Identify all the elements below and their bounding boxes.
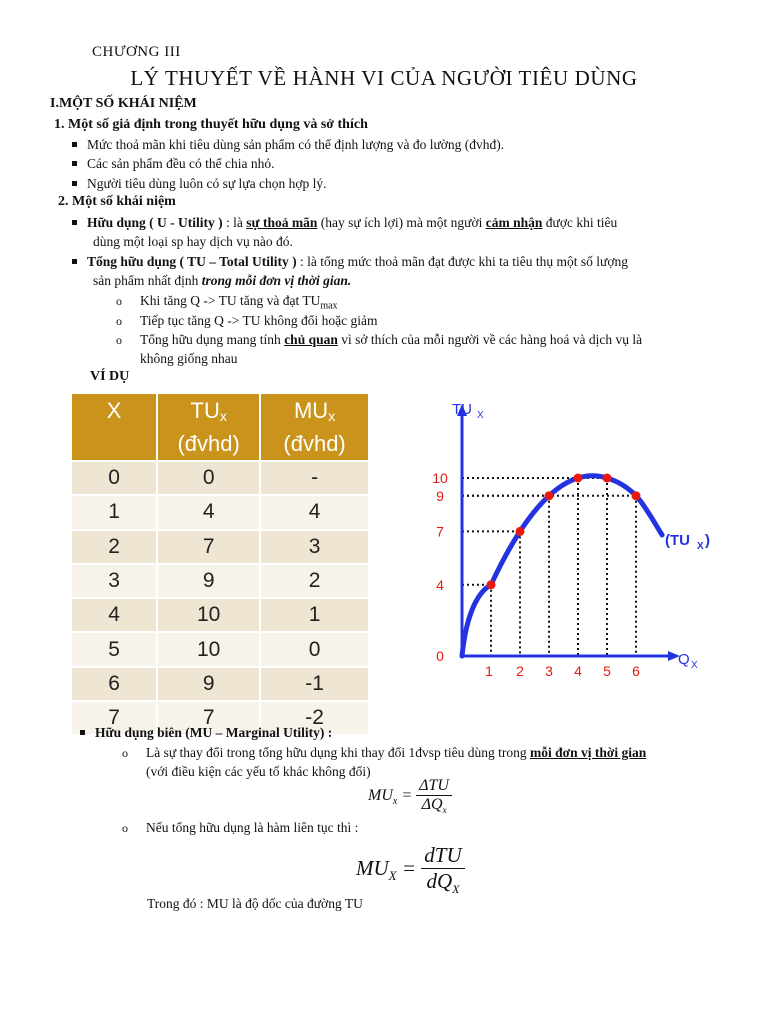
list-item: Các sản phẩm đều có thể chia nhỏ. xyxy=(72,154,274,173)
square-bullet-icon xyxy=(72,181,77,186)
slope-note: Trong đó : MU là độ dốc của đường TU xyxy=(147,896,363,911)
table-cell: 4 xyxy=(157,495,260,529)
table-cell: 0 xyxy=(260,632,368,666)
series-label: (TU xyxy=(665,532,690,549)
square-bullet-icon xyxy=(72,161,77,166)
square-bullet-icon xyxy=(72,220,77,225)
table-cell: 9 xyxy=(157,564,260,598)
table-row xyxy=(72,461,368,495)
list-item: o Tiếp tục tăng Q -> TU không đổi hoặc giảm xyxy=(116,311,377,331)
list-item: Mức thoả mãn khi tiêu dùng sản phẩm có thể định lượng và đo lường (đvhđ). xyxy=(72,135,504,154)
circle-bullet-icon: o xyxy=(116,333,122,347)
y-tick-label: 10 xyxy=(432,470,448,486)
formula-continuous: $MU_X$ = $\frac{\text{dTU}}{dQ_X}$ xyxy=(356,843,465,897)
tu-curve xyxy=(462,476,662,656)
example-label: VÍ DỤ xyxy=(90,369,130,384)
total-utility-definition-line2: sản phẩm nhất định trong mỗi đơn vị thời gian. xyxy=(93,273,352,288)
table-cell: 4 xyxy=(260,495,368,529)
data-point xyxy=(632,491,641,500)
section-heading: I.MỘT SỐ KHÁI NIỆM xyxy=(50,96,197,111)
list-item: o Tổng hữu dụng mang tính chủ quan vì sở thích của mỗi người về các hàng hoá và dịch vụ là xyxy=(116,330,736,350)
series-label-sub: X xyxy=(697,541,704,552)
circle-bullet-icon: o xyxy=(122,821,128,835)
data-point xyxy=(603,474,612,483)
table-cell: 0 xyxy=(72,461,157,495)
y-tick-label: 9 xyxy=(436,487,444,504)
list-item: o Nếu tổng hữu dụng là hàm liên tục thì : xyxy=(122,818,358,838)
table-row xyxy=(72,667,368,701)
table-cell: 10 xyxy=(157,632,260,666)
data-point xyxy=(545,491,554,500)
x-tick-label: 1 xyxy=(485,663,493,679)
x-tick-label: 6 xyxy=(632,663,640,679)
data-point xyxy=(516,527,525,536)
utility-table xyxy=(72,394,368,734)
table-header: $TU_x$ (đvhd) xyxy=(157,394,260,461)
y-axis-label: TU xyxy=(452,401,472,418)
x-axis-label-sub: X xyxy=(691,660,698,671)
table-cell: 1 xyxy=(72,495,157,529)
formula-discrete: $MU_x$ = $\frac{\text{ΔTU}}{\Delta Q_x}$ xyxy=(368,777,452,815)
list-item: Người tiêu dùng luôn có sự lựa chọn hợp lý. xyxy=(72,174,326,193)
table-cell: 3 xyxy=(260,530,368,564)
y-axis-label-sub: X xyxy=(477,410,484,421)
x-axis-label: Q xyxy=(678,651,690,668)
table-cell: -1 xyxy=(260,667,368,701)
table-cell: 10 xyxy=(157,598,260,632)
subsection-heading-2: 2. Một số khái niệm xyxy=(58,194,176,209)
total-utility-definition: Tổng hữu dụng ( TU – Total Utility ) : là tổng mức thoả mãn đạt được khi ta tiêu thụ một số lượng xyxy=(72,252,752,271)
table-row xyxy=(72,495,368,529)
x-tick-label: 3 xyxy=(545,663,553,679)
y-tick-label: 4 xyxy=(436,576,444,593)
table-cell: -2 xyxy=(260,701,368,734)
table-header-row xyxy=(72,394,368,461)
total-utility-chart xyxy=(400,392,730,692)
table-cell: 7 xyxy=(72,701,157,734)
table-cell: 7 xyxy=(157,530,260,564)
list-item-continuation: (với điều kiện các yếu tố khác không đổi) xyxy=(146,764,371,779)
table-row xyxy=(72,530,368,564)
data-point xyxy=(574,474,583,483)
circle-bullet-icon: o xyxy=(122,746,128,760)
list-item: o Khi tăng Q -> TU tăng và đạt $TU_{max}$ xyxy=(116,293,338,312)
utility-definition: Hữu dụng ( U - Utility ) : là sự thoả mãn (hay sự ích lợi) mà một người cảm nhận được khi tiêu xyxy=(72,213,732,232)
list-item-continuation: không giống nhau xyxy=(140,351,238,366)
table-cell: 2 xyxy=(72,530,157,564)
table-cell: 3 xyxy=(72,564,157,598)
table-cell: - xyxy=(260,461,368,495)
table-cell: 1 xyxy=(260,598,368,632)
table-cell: 0 xyxy=(157,461,260,495)
x-tick-label: 2 xyxy=(516,663,524,679)
y-tick-label: 7 xyxy=(436,523,444,540)
square-bullet-icon xyxy=(80,730,85,735)
marginal-utility-heading: Hữu dụng biên (MU – Marginal Utility) : xyxy=(80,723,332,742)
subsection-heading-1: 1. Một số giả định trong thuyết hữu dụng và sở thích xyxy=(54,117,368,132)
x-tick-label: 5 xyxy=(603,663,611,679)
table-cell: 6 xyxy=(72,667,157,701)
chapter-label: CHƯƠNG III xyxy=(92,44,181,60)
circle-bullet-icon: o xyxy=(116,314,122,328)
square-bullet-icon xyxy=(72,259,77,264)
list-item: o Là sự thay đổi trong tổng hữu dụng khi thay đổi 1đvsp tiêu dùng trong mỗi đơn vị thời gian xyxy=(122,743,752,763)
data-point xyxy=(487,580,496,589)
table-row xyxy=(72,564,368,598)
circle-bullet-icon: o xyxy=(116,294,122,308)
table-cell: 9 xyxy=(157,667,260,701)
utility-definition-line2: dùng một loại sp hay dịch vụ nào đó. xyxy=(93,234,293,249)
y-tick-label: 0 xyxy=(436,648,444,664)
square-bullet-icon xyxy=(72,142,77,147)
page-title: LÝ THUYẾT VỀ HÀNH VI CỦA NGƯỜI TIÊU DÙNG xyxy=(130,66,638,90)
table-header: $MU_x$ (đvhd) xyxy=(260,394,368,461)
table-cell: 5 xyxy=(72,632,157,666)
series-label-end: ) xyxy=(705,532,710,549)
table-cell: 2 xyxy=(260,564,368,598)
x-tick-label: 4 xyxy=(574,663,582,679)
table-row xyxy=(72,598,368,632)
table-cell: 7 xyxy=(157,701,260,734)
table-cell: 4 xyxy=(72,598,157,632)
table-row xyxy=(72,632,368,666)
table-header: X xyxy=(72,394,157,461)
